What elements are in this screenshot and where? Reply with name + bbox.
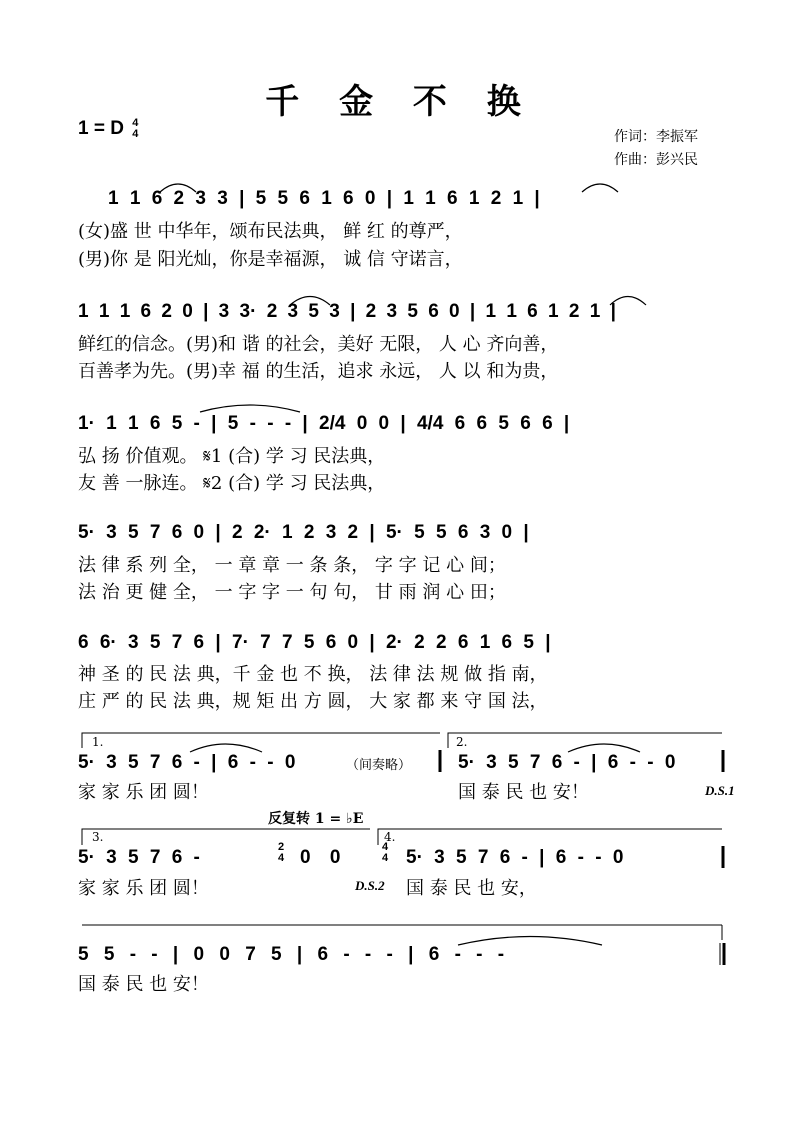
lyric-row-5b: 庄 严 的 民 法 典，规 矩 出 方 圆， 大 家 都 来 守 国 法， [78, 691, 548, 712]
lyric-row-2b: 百善孝为先。(男)幸 福 的生活，追求 永远， 人 以 和为贵， [78, 361, 559, 382]
notation-row-7b: 5· 3 5 7 6 - | 6 - - 0 [406, 847, 624, 868]
notation-row-7a: 5· 3 5 7 6 - [78, 847, 200, 868]
notation-row-3: 1· 1 1 6 5 - | 5 - - - | 2/4 0 0 | 4/4 6 6 5 6 6 | [78, 413, 570, 434]
slur [190, 744, 262, 752]
notation-row-6b: 5· 3 5 7 6 - | 6 - - 0 [458, 752, 676, 773]
volta-3-label: 3. [92, 830, 104, 844]
lyric-row-7b: 国 泰 民 也 安， [406, 878, 537, 899]
lyric-row-6b: 国 泰 民 也 安！ [458, 782, 589, 803]
lyric-row-7a: 家 家 乐 团 圆！ [78, 878, 209, 899]
time-change-4-4: 4 4 [382, 841, 389, 864]
slur [610, 297, 646, 306]
slur [568, 744, 640, 752]
notation-row-5: 6 6· 3 5 7 6 | 7· 7 7 5 6 0 | 2· 2 2 6 1 6 5 | [78, 632, 551, 653]
ds1-mark: D.S.1 [705, 783, 735, 798]
volta-4-bracket [378, 829, 722, 845]
notation-row-4: 5· 3 5 7 6 0 | 2 2· 1 2 3 2 | 5· 5 5 6 3 0 | [78, 522, 529, 543]
volta-1-label: 1. [92, 735, 104, 749]
modulation-mark: 反复转 1 = ♭E [268, 811, 364, 827]
lyric-row-4a: 法 律 系 列 全， 一 章 章 一 条 条， 字 字 记 心 间； [78, 555, 506, 576]
volta-4-label: 4. [384, 830, 396, 844]
lyric-row-1a: (女)盛 世 中华年，颂布民法典， 鲜 红 的尊严， [78, 221, 463, 242]
slur [458, 937, 602, 946]
song-title: 千 金 不 换 [265, 82, 535, 122]
composer-credit: 作曲：彭兴民 [614, 152, 698, 168]
notation-row-7mid: 0 0 [300, 847, 341, 868]
slur [200, 405, 300, 412]
interlude-note: （间奏略） [346, 758, 412, 773]
notation-row-6a: 5· 3 5 7 6 - | 6 - - 0 [78, 752, 296, 773]
lyric-row-3a: 弘 扬 价值观。 𝄋1 (合) 学 习 民法典， [78, 446, 386, 467]
lyric-row-2a: 鲜红的信念。(男)和 谐 的社会，美好 无限， 人 心 齐向善， [78, 334, 559, 355]
lyric-row-5a: 神 圣 的 民 法 典，千 金 也 不 换， 法 律 法 规 做 指 南， [78, 664, 548, 685]
key-label: 1 = D [78, 118, 124, 140]
ds2-mark: D.S.2 [355, 878, 385, 893]
volta-3-bracket [82, 829, 370, 845]
notation-row-8: 5 5 - - | 0 0 7 5 | 6 - - - | 6 - - - [78, 944, 505, 965]
lyric-row-4b: 法 治 更 健 全， 一 字 字 一 句 句， 甘 雨 润 心 田； [78, 582, 506, 603]
lyric-row-3b: 友 善 一脉连。 𝄋2 (合) 学 习 民法典， [78, 473, 386, 494]
slur [582, 184, 618, 192]
lyric-row-6a: 家 家 乐 团 圆！ [78, 782, 209, 803]
slur [290, 297, 330, 306]
lyric-row-1b: (男)你 是 阳光灿，你是幸福源， 诚 信 守诺言， [78, 249, 463, 270]
notation-row-1: 1 1 6 2 3 3 | 5 5 6 1 6 0 | 1 1 6 1 2 1 | [108, 188, 540, 209]
time-change-2-4: 2 4 [278, 841, 285, 864]
time-signature: 4 4 [132, 117, 139, 140]
lyricist-credit: 作词：李振军 [614, 129, 698, 145]
notation-row-2: 1 1 1 6 2 0 | 3 3· 2 3 5 3 | 2 3 5 6 0 | 1 1 6 1 2 1 | [78, 301, 616, 322]
lyric-row-8: 国 泰 民 也 安！ [78, 974, 209, 995]
volta-1-bracket [82, 733, 440, 748]
slur [160, 184, 196, 192]
volta-2-label: 2. [456, 735, 468, 749]
